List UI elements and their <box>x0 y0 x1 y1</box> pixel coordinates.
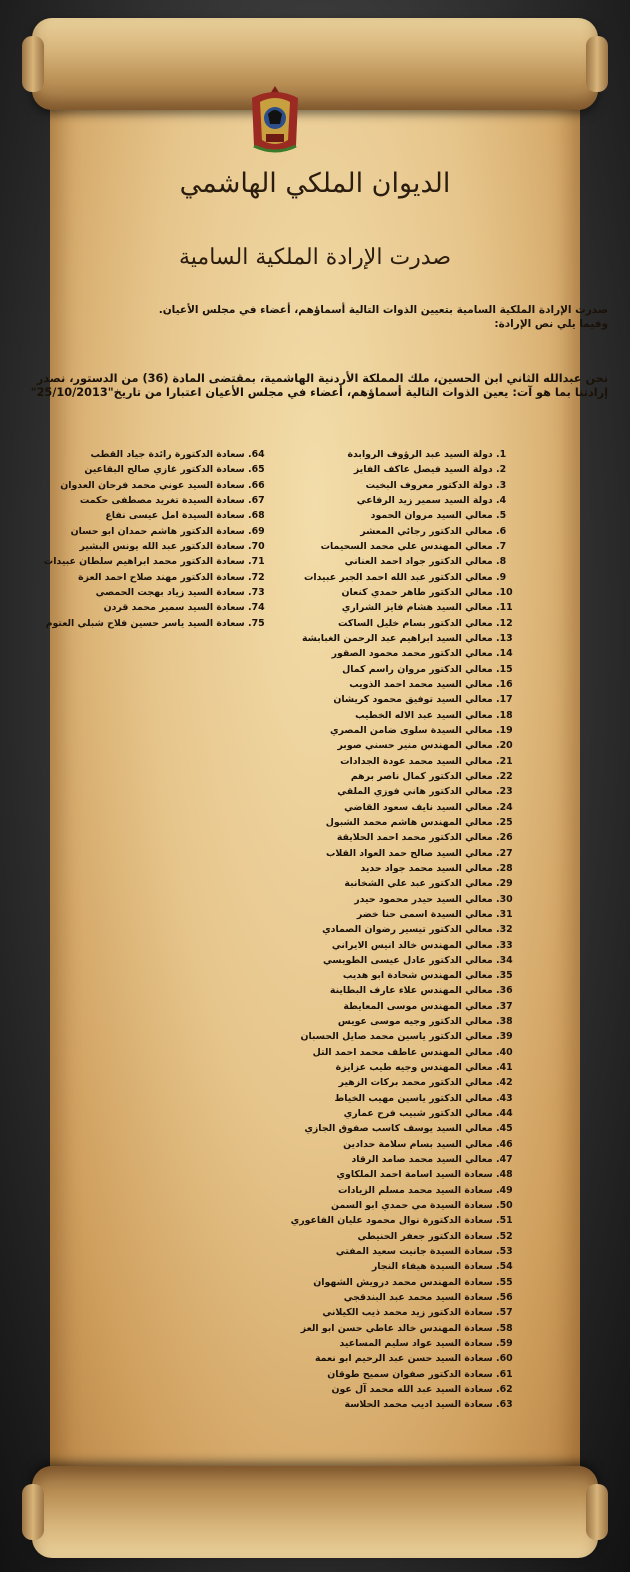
member-number: 61. <box>496 1368 513 1380</box>
member-name: دولة الدكتور معروف البخيت <box>365 479 493 491</box>
member-name: معالي الدكتور هاني فوزي الملقي <box>337 786 493 798</box>
member-number: 50. <box>496 1200 513 1212</box>
members-list-left <box>40 447 272 631</box>
member-number: 1. <box>496 449 507 460</box>
member-name: معالي السيد بسام سلامة حدادين <box>343 1138 493 1150</box>
member-name: سعادة السيد حسن عبد الرحيم ابو نعمة <box>314 1353 493 1365</box>
member-list-item <box>40 585 272 600</box>
member-number: 38. <box>496 1016 513 1028</box>
member-name: سعادة السيدة هيفاء النجار <box>371 1261 493 1273</box>
member-list-item <box>240 708 520 723</box>
member-number: 15. <box>496 663 513 675</box>
member-name: معالي الدكتور محمد احمد الحلايقة <box>336 832 493 844</box>
member-name: سعادة السيد ياسر حسين فلاح شبلي العتوم <box>45 617 245 629</box>
member-list-item <box>240 1060 520 1075</box>
member-number: 31. <box>496 908 513 920</box>
member-list-item <box>240 1336 520 1351</box>
member-name: معالي المهندس شحادة ابو هديب <box>342 970 493 982</box>
member-number: 25. <box>496 816 513 828</box>
member-name: سعادة السيدة تغريد مصطفى حكمت <box>79 494 245 506</box>
member-name: معالي الدكتور ياسين محمد صايل الحسبان <box>300 1031 493 1043</box>
member-name: سعادة السيدة جانيت سعيد المفتي <box>335 1246 493 1258</box>
member-number: 12. <box>496 617 513 629</box>
page-title: الديوان الملكي الهاشمي <box>179 168 451 199</box>
member-number: 54. <box>496 1261 513 1273</box>
member-list-item <box>240 1091 520 1106</box>
member-name: معالي السيد محمد جواد حديد <box>360 862 493 874</box>
member-name: سعادة المهندس خالد عاطي حسن ابو العز <box>300 1322 493 1334</box>
member-list-item <box>240 493 520 508</box>
member-list-item <box>240 1229 520 1244</box>
member-number: 74. <box>248 602 265 614</box>
member-name: سعادة الدكتور جعفر الحنيطي <box>357 1230 493 1242</box>
member-name: سعادة السيد عوني محمد فرحان العدوان <box>60 479 245 491</box>
member-number: 6. <box>496 525 507 537</box>
member-list-item <box>40 554 272 569</box>
member-list-item <box>240 1121 520 1136</box>
member-name: دولة السيد سمير زيد الرفاعي <box>356 494 493 506</box>
member-list-item <box>240 1075 520 1090</box>
member-name: سعادة الدكتور مهند صلاح احمد العزة <box>78 571 245 583</box>
member-name: معالي الدكتور جواد احمد العناني <box>344 556 493 568</box>
member-name: معالي السيد نايف سعود القاضي <box>344 801 493 813</box>
member-name: معالي المهندس عاطف محمد احمد التل <box>312 1046 493 1058</box>
member-name: دولة السيد عبد الرؤوف الروابدة <box>347 449 493 460</box>
member-name: معالي السيد هشام فايز الشراري <box>341 602 493 614</box>
member-number: 72. <box>248 571 265 583</box>
member-list-item <box>240 1045 520 1060</box>
member-list-item <box>240 539 520 554</box>
member-number: 75. <box>248 617 265 629</box>
member-name: سعادة السيدة امل عيسى نفاع <box>105 510 245 522</box>
member-number: 5. <box>496 510 507 522</box>
member-number: 67. <box>248 494 265 506</box>
member-name: سعادة الدكتور هاشم حمدان ابو حسان <box>70 525 245 537</box>
member-name: سعادة السيد عواد سليم المساعيد <box>339 1338 493 1350</box>
scroll-top-roll <box>32 18 598 110</box>
member-list-item <box>240 815 520 830</box>
member-list-item <box>240 1213 520 1228</box>
member-list-item <box>240 478 520 493</box>
member-list-item <box>240 662 520 677</box>
member-number: 51. <box>496 1215 513 1227</box>
member-list-item <box>240 462 520 477</box>
member-list-item <box>240 754 520 769</box>
member-name: معالي الدكتور تيسير رضوان الصمادي <box>322 924 493 936</box>
member-name: معالي الدكتور وجيه موسى عويس <box>337 1016 493 1028</box>
member-name: معالي المهندس خالد انيس الايراني <box>331 939 493 951</box>
member-name: سعادة الدكتور عبد الله يونس البشير <box>79 540 245 552</box>
members-list-right <box>240 447 520 1413</box>
member-number: 66. <box>248 479 265 491</box>
member-list-item <box>240 800 520 815</box>
member-name: سعادة السيدة مي حمدي ابو السمن <box>331 1200 493 1212</box>
member-list-item <box>240 1183 520 1198</box>
member-name: معالي المهندس موسى المعايطة <box>343 1000 493 1012</box>
member-number: 60. <box>496 1353 513 1365</box>
member-number: 9. <box>496 571 507 583</box>
member-name: سعادة الدكتورة نوال محمود عليان الفاعوري <box>290 1215 493 1227</box>
member-list-item <box>240 600 520 615</box>
member-list-item <box>240 631 520 646</box>
member-list-item <box>240 1290 520 1305</box>
member-number: 42. <box>496 1077 513 1089</box>
member-number: 20. <box>496 740 513 752</box>
page-subtitle: صدرت الإرادة الملكية السامية <box>178 245 452 270</box>
scroll-bottom-roll <box>32 1466 598 1558</box>
member-list-item <box>40 600 272 615</box>
member-name: معالي الدكتور مروان راسم كمال <box>342 663 493 675</box>
member-name: معالي السيد حيدر محمود حيدر <box>354 893 493 905</box>
member-name: معالي الدكتور محمد محمود الصقور <box>331 648 493 660</box>
member-number: 4. <box>496 494 507 506</box>
member-number: 39. <box>496 1031 513 1043</box>
member-list-item <box>240 1137 520 1152</box>
member-list-item <box>240 892 520 907</box>
member-name: معالي السيد عبد الاله الخطيب <box>355 709 493 721</box>
member-name: معالي الدكتور عبد علي الشخانبة <box>344 878 493 890</box>
member-name: معالي السيد محمد احمد الذويب <box>349 678 493 690</box>
member-list-item <box>240 983 520 998</box>
member-list-item <box>240 876 520 891</box>
member-name: معالي الدكتور رجائي المعشر <box>360 525 493 537</box>
member-number: 71. <box>248 556 265 568</box>
member-number: 52. <box>496 1230 513 1242</box>
member-number: 24. <box>496 801 513 813</box>
member-number: 30. <box>496 893 513 905</box>
member-number: 7. <box>496 540 507 552</box>
member-name: معالي السيد ابراهيم عبد الرحمن الغبابشة <box>302 632 493 644</box>
member-name: معالي المهندس وجيه طيب عزايزة <box>335 1062 493 1074</box>
member-name: معالي الدكتور محمد بركات الزهير <box>338 1077 493 1089</box>
member-name: معالي السيد يوسف كاسب صفوق الجازي <box>304 1123 493 1135</box>
member-list-item <box>240 1397 520 1412</box>
member-number: 23. <box>496 786 513 798</box>
member-number: 28. <box>496 862 513 874</box>
member-number: 13. <box>496 632 513 644</box>
member-name: سعادة السيد محمد مسلم الزيادات <box>337 1184 493 1196</box>
member-name: معالي المهندس علاء عارف البطاينة <box>329 985 493 997</box>
member-name: معالي الدكتور طاهر حمدي كنعان <box>341 586 493 598</box>
member-number: 2. <box>496 464 507 476</box>
intro-line-2: وفيما يلي نص الإرادة: <box>494 317 608 330</box>
member-list-item <box>240 999 520 1014</box>
member-name: سعادة المهندس محمد درويش الشهوان <box>313 1276 493 1288</box>
member-number: 35. <box>496 970 513 982</box>
member-name: سعادة السيد اديب محمد الحلاسة <box>344 1399 493 1411</box>
member-list-item <box>240 508 520 523</box>
member-number: 10. <box>496 586 513 598</box>
member-list-item <box>240 830 520 845</box>
member-name: سعادة الدكتور محمد ابراهيم سلطان عبيدات <box>43 556 245 568</box>
royal-emblem-icon <box>246 84 304 156</box>
member-list-item <box>240 570 520 585</box>
member-number: 69. <box>248 525 265 537</box>
member-name: سعادة الدكتورة رائدة جياد القطب <box>90 449 245 460</box>
member-name: معالي السيدة اسمى حنا خضر <box>356 908 493 920</box>
member-number: 65. <box>248 464 265 476</box>
member-list-item <box>240 677 520 692</box>
member-list-item <box>40 478 272 493</box>
member-name: معالي السيد مروان الحمود <box>370 510 493 522</box>
member-number: 58. <box>496 1322 513 1334</box>
member-name: معالي السيد صالح حمد العواد القلاب <box>326 847 493 859</box>
member-list-item <box>240 968 520 983</box>
member-list-item <box>240 692 520 707</box>
member-name: سعادة السيد عبد الله محمد آل عون <box>331 1384 493 1396</box>
member-name: معالي المهندس هاشم محمد الشبول <box>325 816 493 828</box>
member-list-item <box>240 922 520 937</box>
member-name: معالي الدكتور شبيب فرح عماري <box>343 1108 493 1120</box>
member-number: 17. <box>496 694 513 706</box>
member-list-item <box>240 1198 520 1213</box>
member-list-item <box>40 508 272 523</box>
member-name: معالي الدكتور كمال ناصر برهم <box>350 770 493 782</box>
member-number: 40. <box>496 1046 513 1058</box>
member-list-item <box>240 1351 520 1366</box>
member-number: 59. <box>496 1338 513 1350</box>
member-number: 33. <box>496 939 513 951</box>
member-number: 44. <box>496 1108 513 1120</box>
member-number: 16. <box>496 678 513 690</box>
member-list-item <box>240 1367 520 1382</box>
member-number: 49. <box>496 1184 513 1196</box>
member-list-item <box>40 447 272 462</box>
member-list-item <box>240 723 520 738</box>
member-list-item <box>240 1167 520 1182</box>
member-number: 57. <box>496 1307 513 1319</box>
member-number: 34. <box>496 954 513 966</box>
member-list-item <box>240 1106 520 1121</box>
member-name: معالي المهندس علي محمد السحيمات <box>320 540 493 552</box>
member-list-item <box>240 846 520 861</box>
member-number: 43. <box>496 1092 513 1104</box>
member-number: 45. <box>496 1123 513 1135</box>
member-name: سعادة السيد اسامة احمد الملكاوي <box>336 1169 493 1181</box>
member-list-item <box>240 1244 520 1259</box>
member-list-item <box>240 1321 520 1336</box>
member-name: سعادة السيد محمد عبد البندقجي <box>343 1292 493 1304</box>
member-number: 56. <box>496 1292 513 1304</box>
member-list-item <box>40 570 272 585</box>
member-list-item <box>240 738 520 753</box>
member-number: 18. <box>496 709 513 721</box>
member-list-item <box>40 493 272 508</box>
intro-text <box>20 304 608 331</box>
member-number: 3. <box>496 479 507 491</box>
member-number: 22. <box>496 770 513 782</box>
member-number: 32. <box>496 924 513 936</box>
decree-text: نحن عبدالله الثاني ابن الحسين، ملك المملكة الأردنية الهاشمية، بمقتضى المادة (36) من الدستور، نصدر إرادتنا بما هو آت: يعين الذوات التالية أسماؤهم، أعضاء في مجلس الأعيان اعتبارا من تاريخ"25/10/2013" <box>30 372 608 399</box>
member-number: 62. <box>496 1384 513 1396</box>
member-number: 21. <box>496 755 513 767</box>
member-name: معالي الدكتور بسام خليل الساكت <box>337 617 493 629</box>
member-name: سعادة الدكتور صفوان سميح طوقان <box>327 1368 493 1380</box>
member-number: 55. <box>496 1276 513 1288</box>
member-name: دولة السيد فيصل عاكف الفايز <box>353 464 493 476</box>
member-list-item <box>240 646 520 661</box>
member-list-item <box>240 585 520 600</box>
member-name: سعادة الدكتور زيد محمد ذيب الكيلاني <box>322 1307 493 1319</box>
member-number: 37. <box>496 1000 513 1012</box>
member-list-item <box>40 539 272 554</box>
member-number: 70. <box>248 540 265 552</box>
member-number: 64. <box>248 449 265 460</box>
member-list-item <box>240 524 520 539</box>
member-list-item <box>40 616 272 631</box>
member-list-item <box>240 1275 520 1290</box>
member-list-item <box>240 616 520 631</box>
member-name: معالي السيد محمد صامد الرقاد <box>351 1154 493 1166</box>
member-number: 48. <box>496 1169 513 1181</box>
member-list-item <box>40 524 272 539</box>
member-list-item <box>240 1382 520 1397</box>
member-name: معالي الدكتور عادل عيسى الطويسي <box>322 954 493 966</box>
member-number: 11. <box>496 602 513 614</box>
member-list-item <box>240 554 520 569</box>
member-name: معالي الدكتور ياسين مهيب الخياط <box>334 1092 493 1104</box>
member-list-item <box>240 1305 520 1320</box>
member-number: 29. <box>496 878 513 890</box>
member-list-item <box>240 1259 520 1274</box>
member-list-item <box>240 784 520 799</box>
member-list-item <box>240 1029 520 1044</box>
member-list-item <box>240 953 520 968</box>
member-number: 41. <box>496 1062 513 1074</box>
member-number: 14. <box>496 648 513 660</box>
member-number: 68. <box>248 510 265 522</box>
member-name: سعادة الدكتور غازي صالح البقاعين <box>84 464 245 476</box>
member-name: معالي السيد توفيق محمود كريشان <box>333 694 493 706</box>
member-number: 27. <box>496 847 513 859</box>
member-number: 73. <box>248 586 265 598</box>
member-number: 19. <box>496 724 513 736</box>
member-number: 46. <box>496 1138 513 1150</box>
member-name: سعادة السيد سمير محمد قردن <box>103 602 245 614</box>
member-name: معالي السيد محمد عودة الجدادات <box>340 755 493 767</box>
member-name: معالي السيدة سلوى ضامن المصري <box>329 724 493 736</box>
member-list-item <box>240 938 520 953</box>
member-list-item <box>240 447 520 462</box>
intro-line-1: صدرت الإرادة الملكية السامية بتعيين الذوات التالية أسماؤهم، أعضاء في مجلس الأعيان. <box>158 304 608 316</box>
member-number: 26. <box>496 832 513 844</box>
member-number: 36. <box>496 985 513 997</box>
member-name: سعادة السيد زياد بهجت الحمصي <box>95 586 245 598</box>
member-name: معالي الدكتور عبد الله احمد الجبر عبيدات <box>304 571 493 583</box>
member-number: 47. <box>496 1154 513 1166</box>
member-number: 63. <box>496 1399 513 1411</box>
member-list-item <box>240 907 520 922</box>
member-list-item <box>240 1152 520 1167</box>
member-name: معالي المهندس منير حسني صوبر <box>337 740 493 752</box>
member-list-item <box>40 462 272 477</box>
member-list-item <box>240 1014 520 1029</box>
member-list-item <box>240 861 520 876</box>
member-list-item <box>240 769 520 784</box>
member-number: 8. <box>496 556 507 568</box>
member-number: 53. <box>496 1246 513 1258</box>
